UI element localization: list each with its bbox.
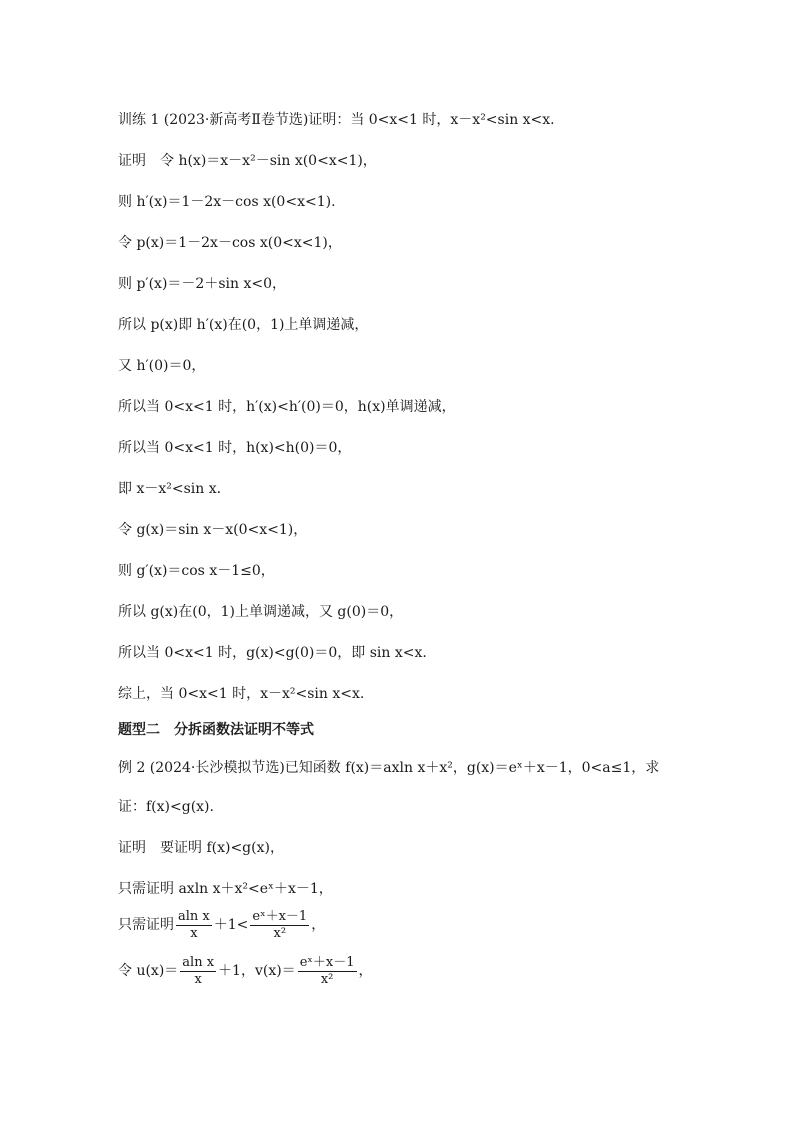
proof-line-fraction: 只需证明 $\frac{\text{aln x}}{x}$ ＋1< $\frac{\text{eˣ＋x－1}}{\text{x²}}$ ， [118, 908, 326, 941]
proof-conclusion: 综上，当 0<x<1 时，x－x²<sin x<x. [118, 686, 365, 702]
proof-line: 所以 p(x)即 h′(x)在(0，1)上单调递减， [118, 317, 369, 333]
fraction: $\frac{\text{aln x}}{x}$ [182, 954, 215, 987]
proof-line: 所以当 0<x<1 时，g(x)<g(0)＝0，即 sin x<x. [118, 645, 427, 661]
fraction: $\frac{\text{eˣ＋x－1}}{\text{x²}}$ [252, 908, 308, 941]
proof-line: 令 g(x)＝sin x－x(0<x<1)， [118, 522, 308, 538]
example-title: 例 2 (2024·长沙模拟节选)已知函数 f(x)＝axln x＋x²，g(x)＝eˣ＋x－1，0<a≤1，求 [118, 760, 660, 776]
proof-line: 所以 g(x)在(0，1)上单调递减，又 g(0)＝0， [118, 604, 404, 620]
example-title-continued: 证：f(x)<g(x). [118, 799, 214, 815]
fraction: $\frac{\text{eˣ＋x－1}}{\text{x²}}$ [299, 954, 355, 987]
proof-line: 所以当 0<x<1 时，h′(x)<h′(0)＝0，h(x)单调递减， [118, 399, 456, 415]
proof-line: 则 g′(x)＝cos x－1≤0， [118, 563, 275, 579]
exercise-title: 训练 1 (2023·新高考Ⅱ卷节选)证明：当 0<x<1 时，x－x²<sin x<x. [118, 112, 555, 128]
section-heading: 题型二 分拆函数法证明不等式 [118, 722, 314, 738]
proof-line: 令 p(x)＝1－2x－cos x(0<x<1)， [118, 235, 342, 251]
proof-line: 所以当 0<x<1 时，h(x)<h(0)＝0， [118, 440, 352, 456]
proof-line: 即 x－x²<sin x. [118, 481, 222, 497]
proof-line: 则 p′(x)＝－2＋sin x<0， [118, 276, 286, 292]
proof-line: 证明 要证明 f(x)<g(x)， [118, 840, 284, 856]
proof-line-fraction: 令 u(x)＝ $\frac{\text{aln x}}{x}$ ＋1，v(x)＝ $\frac{\text{eˣ＋x－1}}{\text{x²}}$ ， [118, 954, 373, 987]
proof-line: 又 h′(0)＝0， [118, 358, 206, 374]
proof-line: 证明 令 h(x)＝x－x²－sin x(0<x<1)， [118, 153, 377, 169]
proof-line: 只需证明 axln x＋x²<eˣ＋x－1， [118, 881, 333, 897]
proof-line: 则 h′(x)＝1－2x－cos x(0<x<1). [118, 194, 336, 210]
fraction: $\frac{\text{aln x}}{x}$ [178, 908, 210, 941]
